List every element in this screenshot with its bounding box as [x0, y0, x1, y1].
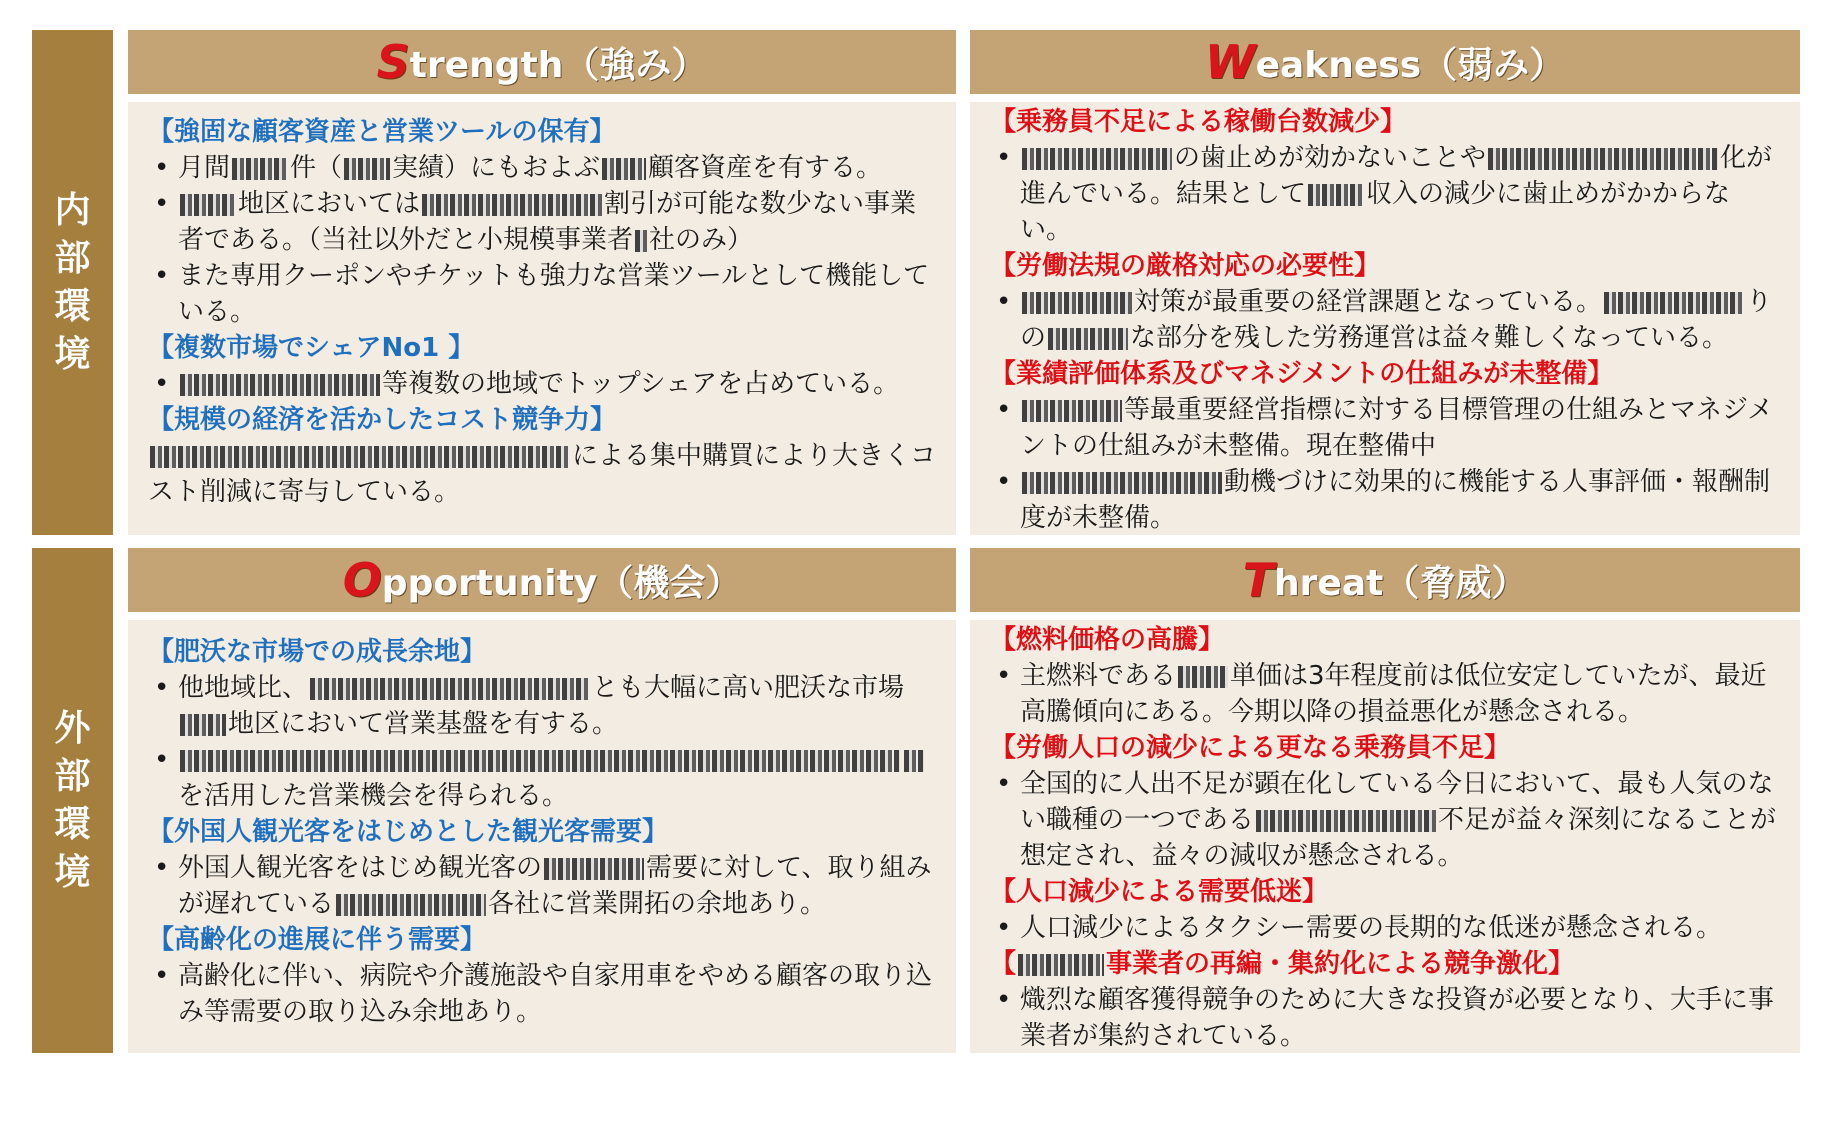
- weakness-bullet: [992, 464, 1782, 536]
- threat-section-heading: 【労働人口の減少による更なる乗務員不足】: [990, 733, 1511, 763]
- threat-header: [970, 548, 1800, 612]
- text: 単価は3年程度前は低位安定していたが、最近高騰傾向にある。今期以降の損益悪化が懸念される。: [1020, 661, 1767, 727]
- text: の歯止めが効かないことや: [1174, 143, 1487, 173]
- redaction: [180, 194, 236, 216]
- redaction: [544, 858, 644, 880]
- opportunity-bullet: [150, 670, 938, 742]
- redaction: [1022, 148, 1172, 170]
- opportunity-section-heading: 【肥沃な市場での成長余地】: [148, 637, 487, 667]
- weakness-bullet: [992, 140, 1782, 248]
- strength-section-heading: 【強固な顧客資産と営業ツールの保有】: [148, 117, 616, 147]
- redaction: [1604, 292, 1744, 314]
- opportunity-initial: O: [342, 553, 382, 607]
- text: 化が進んでいる。結果として: [1020, 143, 1773, 209]
- text: による集中購買により大きくコスト削減に寄与している。: [148, 441, 937, 507]
- text: 等複数の地域でトップシェアを占めている。: [382, 369, 900, 399]
- weakness-box: [970, 102, 1800, 535]
- text: 主燃料である: [1020, 661, 1177, 691]
- text: 社のみ）: [649, 225, 754, 255]
- redaction: [1048, 328, 1128, 350]
- redaction: [602, 158, 646, 180]
- text: 全国的に人出不足が顕在化している今日において、最も人気のない職種の一つである: [1020, 769, 1774, 835]
- redaction: [180, 714, 226, 736]
- internal-environment-label: [32, 30, 113, 535]
- strength-box: [128, 102, 956, 535]
- text: 地区において営業基盤を有する。: [228, 709, 619, 739]
- strength-initial: S: [376, 35, 410, 89]
- strength-bullet: [150, 366, 938, 402]
- strength-bullet: • また専用クーポンやチケットも強力な営業ツールとして機能している。: [150, 258, 938, 330]
- strength-section-heading: 【複数市場でシェアNo1 】: [148, 333, 475, 363]
- threat-initial: T: [1242, 553, 1275, 607]
- text: 件（: [290, 153, 343, 183]
- text: 実績）にもおよぶ: [392, 153, 601, 183]
- redaction: [344, 158, 390, 180]
- threat-section-heading: 【人口減少による需要低迷】: [990, 877, 1329, 907]
- text: 月間: [178, 153, 231, 183]
- text: 他地域比、: [178, 673, 309, 703]
- weakness-bullet: [992, 392, 1782, 464]
- opportunity-section-heading: 【高齢化の進展に伴う需要】: [148, 925, 487, 955]
- text: な部分を残した労務運営は益々難しくなっている。: [1130, 323, 1729, 353]
- weakness-bullet: [992, 284, 1782, 356]
- text: 割引が可能な数少ない事業者である。（当社以外だと小規模事業者: [178, 189, 917, 255]
- text: 各社に営業開拓の余地あり。: [488, 889, 827, 919]
- opportunity-header: [128, 548, 956, 612]
- threat-box: [970, 620, 1800, 1053]
- opportunity-title: pportunity（機会）: [381, 562, 742, 604]
- redaction: [904, 750, 924, 772]
- text: 等最重要経営指標に対する目標管理の仕組みとマネジメントの仕組みが未整備。現在整備中: [1020, 395, 1774, 461]
- strength-bullet: [150, 186, 938, 258]
- text: 収入の減少に歯止めがかからない。: [1020, 179, 1731, 245]
- opportunity-box: [128, 620, 956, 1053]
- redaction: [232, 158, 288, 180]
- text: を活用した営業機会を得られる。: [178, 781, 569, 811]
- text: 事業者の再編・集約化による競争激化】: [1106, 949, 1575, 979]
- text: 動機づけに効果的に機能する人事評価・報酬制度が未整備。: [1020, 467, 1771, 533]
- strength-title: trength（強み）: [409, 44, 708, 86]
- text: りの: [1020, 287, 1773, 353]
- redaction: [1178, 666, 1228, 688]
- weakness-section-heading: 【労働法規の厳格対応の必要性】: [990, 251, 1381, 281]
- opportunity-bullet: [150, 742, 938, 814]
- text: 対策が最重要の経営課題となっている。: [1134, 287, 1603, 317]
- opportunity-bullet: [150, 850, 938, 922]
- redaction: [180, 374, 380, 396]
- text: 【: [990, 949, 1017, 979]
- redaction: [1256, 810, 1436, 832]
- threat-title: hreat（脅威）: [1274, 562, 1528, 604]
- threat-section-heading: [990, 946, 1782, 982]
- redaction: [1488, 148, 1718, 170]
- text: 顧客資産を有する。: [648, 153, 883, 183]
- text: とも大幅に高い肥沃な市場: [592, 673, 905, 703]
- threat-bullet: [992, 658, 1782, 730]
- strength-paragraph: [148, 438, 938, 510]
- strength-section-heading: 【規模の経済を活かしたコスト競争力】: [148, 405, 617, 435]
- redaction: [635, 230, 647, 252]
- redaction: [1022, 292, 1132, 314]
- redaction: [422, 194, 602, 216]
- redaction: [180, 750, 900, 772]
- strength-header: [128, 30, 956, 94]
- weakness-title: eakness（弱み）: [1255, 44, 1566, 86]
- threat-bullet: • 人口減少によるタクシー需要の長期的な低迷が懸念される。: [992, 910, 1782, 946]
- external-label-text: 外部環境: [54, 707, 91, 893]
- threat-bullet: • 熾烈な顧客獲得競争のために大きな投資が必要となり、大手に事業者が集約されている。: [992, 982, 1782, 1054]
- weakness-section-heading: 【乗務員不足による稼働台数減少】: [990, 107, 1407, 137]
- threat-section-heading: 【燃料価格の高騰】: [990, 625, 1225, 655]
- opportunity-bullet: • 高齢化に伴い、病院や介護施設や自家用車をやめる顧客の取り込み等需要の取り込み余地あり。: [150, 958, 938, 1030]
- redaction: [1308, 184, 1364, 206]
- text: 外国人観光客をはじめ観光客の: [178, 853, 543, 883]
- text: 地区においては: [238, 189, 421, 219]
- strength-bullet: [150, 150, 938, 186]
- weakness-initial: W: [1204, 35, 1256, 89]
- redaction: [336, 894, 486, 916]
- redaction: [310, 678, 590, 700]
- external-environment-label: [32, 548, 113, 1053]
- redaction: [150, 446, 570, 468]
- internal-label-text: 内部環境: [54, 189, 91, 375]
- weakness-header: [970, 30, 1800, 94]
- opportunity-section-heading: 【外国人観光客をはじめとした観光客需要】: [148, 817, 669, 847]
- redaction: [1022, 400, 1122, 422]
- text: 需要に対して、取り組みが遅れている: [178, 853, 932, 919]
- text: 不足が益々深刻になることが想定され、益々の減収が懸念される。: [1020, 805, 1777, 871]
- threat-bullet: [992, 766, 1782, 874]
- redaction: [1022, 472, 1222, 494]
- weakness-section-heading: 【業績評価体系及びマネジメントの仕組みが未整備】: [990, 359, 1614, 389]
- redaction: [1018, 954, 1104, 976]
